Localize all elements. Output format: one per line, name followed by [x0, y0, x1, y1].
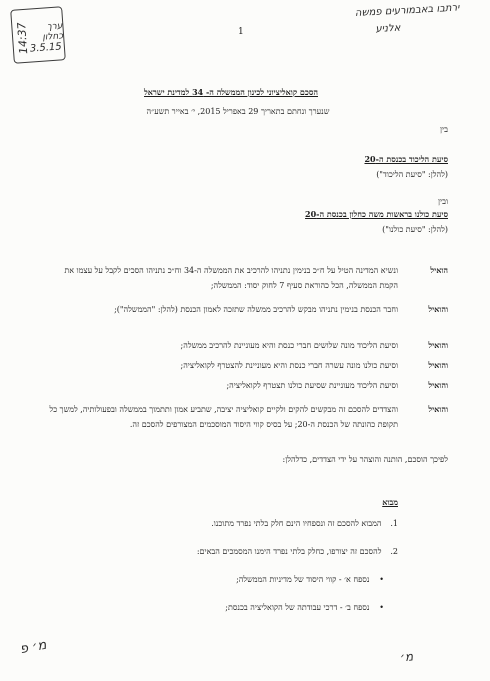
therefore-statement: לפיכך הוסכם, הותנה והוצהר על ידי הצדדים, כדלהלן:	[282, 455, 448, 464]
list-item	[197, 546, 398, 558]
whereas-label: והואיל	[428, 380, 448, 390]
appendix-text: נספח א׳ - קווי היסוד של מדיניות הממשלה;	[236, 575, 370, 584]
page-number: 1	[238, 27, 244, 37]
whereas-text: וחבר הכנסת בנימין נתניהו מבקש להרכיב ממשלה שתזכה לאמון הכנסת (להלן: "הממשלה");	[114, 305, 398, 314]
item-number: 1.	[390, 519, 398, 528]
handwritten-note	[249, 3, 460, 42]
whereas-label: והואיל	[428, 304, 448, 314]
document-title: הסכם קואליציוני לכינון הממשלה ה- 34 למדינת ישראל	[144, 87, 318, 97]
whereas-text: וסיעת הליכוד מונה שלושים חברי כנסת והיא מעוניינת להרכיב ממשלה;	[180, 341, 398, 350]
party1-alias: (להלן: "סיעת הליכוד")	[376, 170, 448, 179]
whereas-text: ונשיא המדינה הטיל על ח״כ בנימין נתניהו להרכיב את הממשלה ה-34 וח״כ נתניהו הסכים לקבל על עצמו את הקמת הממשלה, הכל כהוראת סעיף 7 לחוק יסוד: הממשלה;	[64, 266, 398, 290]
whereas-text: וסיעת כולנו מונה עשרה חברי כנסת והיא מעוניינת להצטרף לקואליציה;	[180, 361, 398, 370]
appendix-item	[225, 602, 384, 614]
intro-heading: מבוא	[382, 497, 398, 507]
and-between-label: ובין	[437, 197, 448, 206]
handwritten-note-line1: ירתבו באבמורעים פמשה	[354, 2, 460, 19]
whereas-text: וסיעת הליכוד מעוניינת שסיעת כולנו תצטרף לקואליציה;	[226, 381, 398, 390]
handwritten-note-line2: אלניע	[375, 22, 401, 35]
party1-name: סיעת הליכוד בכנסת ה-20	[364, 154, 448, 164]
signature-initial-right: מ׳	[399, 649, 414, 665]
whereas-label: והואיל	[428, 360, 448, 370]
appendix-item	[236, 574, 384, 586]
appendix-text: נספח ב׳ - דרכי עבודתה של הקואליציה בכנסת;	[225, 603, 370, 612]
whereas-label: והואיל	[428, 340, 448, 350]
whereas-text: והצדדים להסכם זה מבקשים להקים ולקיים קואליציה יציבה, שתביע אמון ותתמוך בממשלה ובפעולותיה, למשך כל תקופת כהונתה של הכנסת ה-20; על בסיס קווי היסוד המוסכמים המצורפים להסכם זה.	[49, 405, 398, 429]
whereas-label: והואיל	[428, 404, 448, 414]
bullet: •	[379, 575, 384, 584]
between-label: בין	[440, 125, 448, 134]
item-text: המבוא להסכם זה ונספחיו הינם חלק בלתי נפרד מתוכנו.	[211, 519, 382, 528]
signature-initial-left: מ׳ פ	[18, 637, 48, 658]
document-subtitle: שנערך ונחתם בתאריך 29 באפריל 2015, י׳ באייר תשע״ה	[146, 107, 330, 116]
stamp-date: 3.5.15	[29, 41, 63, 55]
handwritten-stamp	[10, 6, 66, 63]
stamp-name: ערך כחלון	[42, 21, 64, 43]
bullet: •	[379, 603, 384, 612]
party2-name: סיעת כולנו בראשות משה כחלון בכנסת ה-20	[305, 209, 448, 219]
list-item	[211, 518, 398, 530]
item-number: 2.	[390, 547, 398, 556]
item-text: להסכם זה יצורפו, כחלק בלתי נפרד הימנו המסמכים הבאים:	[196, 547, 382, 556]
party2-alias: (להלן: "סיעת כולנו")	[382, 225, 448, 234]
whereas-label: הואיל	[430, 265, 448, 275]
stamp-number: 14:37	[15, 21, 31, 55]
